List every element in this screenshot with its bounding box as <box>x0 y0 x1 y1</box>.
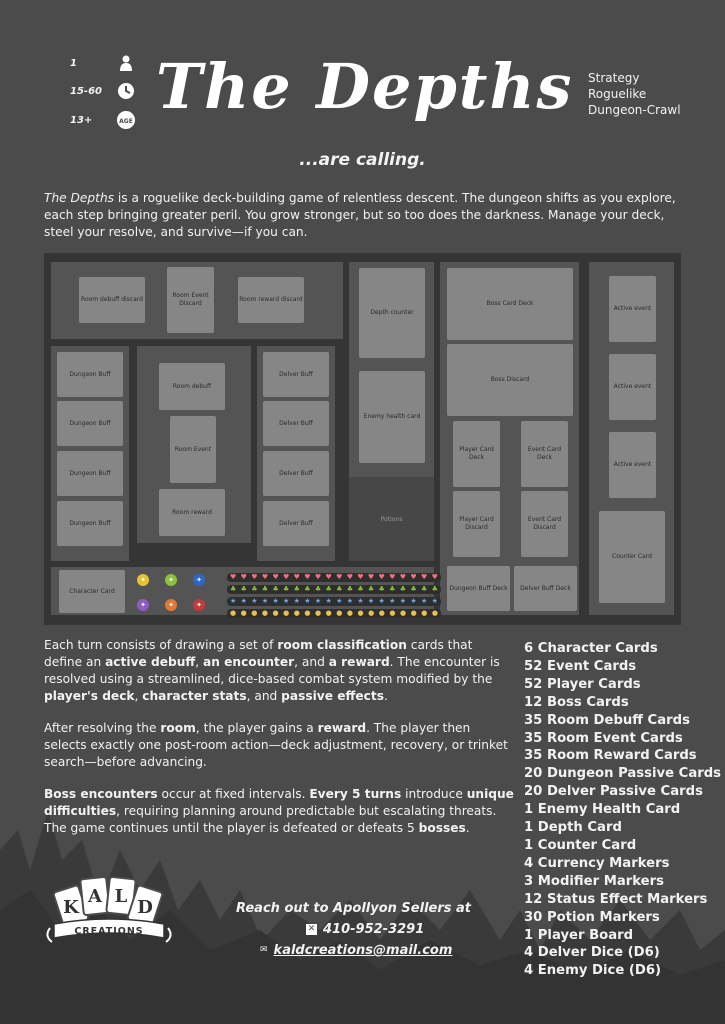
rules-text: . <box>383 689 388 703</box>
rules-text: . The player then selects exactly one post-room action—deck adjustment, recovery, or trinket search—before advancing. <box>44 721 508 769</box>
delver-buff-card: Delver Buff <box>263 352 329 397</box>
component-item: 1 Counter Card <box>524 837 637 853</box>
phone-number: 410-952-3291 <box>323 922 425 937</box>
track-marker: ● <box>357 609 364 617</box>
track-marker: ♥ <box>325 573 332 581</box>
dungeon-buff-deck: Dungeon Buff Deck <box>447 566 510 611</box>
rules-paragraph-1 <box>44 637 514 705</box>
logo-letter: L <box>114 886 128 907</box>
track-marker: ♥ <box>304 573 311 581</box>
track-marker: ♥ <box>420 573 428 581</box>
track-marker: ★ <box>431 597 438 605</box>
rules-text: After resolving the <box>44 721 161 735</box>
counter-card: Counter Card <box>599 511 665 603</box>
age-rating-value: 13+ <box>70 114 93 126</box>
genre-item: Dungeon-Crawl <box>588 103 681 117</box>
age-badge-icon <box>116 110 136 130</box>
component-item: 20 Delver Passive Cards <box>524 784 703 800</box>
track-marker: ★ <box>399 597 407 605</box>
track-marker: ♥ <box>314 573 322 581</box>
coin-track <box>227 609 441 618</box>
potions-area: Potions <box>349 477 434 561</box>
rules-emphasis: Boss encounters <box>44 787 158 801</box>
email-row <box>236 940 471 961</box>
rules-emphasis: an encounter <box>203 655 295 669</box>
track-marker: ★ <box>230 597 237 605</box>
track-marker: ★ <box>346 597 353 605</box>
boss-discard-card: Boss Discard <box>447 344 573 416</box>
rules-emphasis: Every 5 turns <box>309 787 402 801</box>
track-marker: ♣ <box>336 585 343 593</box>
track-marker: ★ <box>336 597 343 605</box>
svg-text:AGE: AGE <box>119 118 133 125</box>
track-marker: ♥ <box>336 573 343 581</box>
component-item: 6 Character Cards <box>524 641 658 656</box>
track-marker: ● <box>378 609 385 617</box>
boss-card-deck: Boss Card Deck <box>447 268 573 340</box>
rules-emphasis: reward <box>317 721 367 735</box>
intro-text: is a roguelike deck-building game of relentless descent. The dungeon shifts as you explore, each step bringing greater peril. You grow stronger, but so too does the darkness. Manage your deck, steel your resolve, and survive—if you can. <box>44 191 676 239</box>
rules-emphasis: room <box>160 721 196 735</box>
track-marker: ★ <box>420 597 428 605</box>
track-marker: ● <box>304 609 311 617</box>
dungeon-buff-card: Dungeon Buff <box>57 451 123 496</box>
component-item: 35 Room Reward Cards <box>524 748 697 764</box>
rules-text: cards that define an <box>44 638 473 669</box>
track-marker: ♥ <box>230 573 237 581</box>
rules-paragraph-2 <box>44 720 514 771</box>
track-marker: ★ <box>389 597 396 605</box>
track-marker: ● <box>421 609 428 617</box>
active-event-card: Active event <box>609 276 656 342</box>
component-item: 1 Player Board <box>524 927 634 943</box>
event-card-discard: Event Card Discard <box>521 491 568 557</box>
track-marker: ♥ <box>367 573 375 581</box>
rules-text: . The encounter is resolved using a streamlined, dice-based combat system modified by the <box>44 655 500 686</box>
intro-paragraph <box>44 190 684 241</box>
track-marker: ★ <box>357 597 364 605</box>
track-marker: ♣ <box>346 585 353 593</box>
track-marker: ♣ <box>357 585 364 593</box>
email-address[interactable]: kaldcreations@mail.com <box>273 943 453 958</box>
star-track <box>227 597 441 606</box>
track-marker: ♣ <box>304 585 311 593</box>
stat-token-orange: ✦ <box>165 599 177 611</box>
track-marker: ♣ <box>410 585 417 593</box>
intro-title-em: The Depths <box>44 191 115 205</box>
component-item: 30 Potion Markers <box>524 909 660 925</box>
health-track <box>227 573 441 582</box>
track-marker: ♣ <box>399 585 407 593</box>
player-card-deck: Player Card Deck <box>453 421 500 487</box>
rules-emphasis: character stats <box>142 689 247 703</box>
rules-text: , and <box>246 689 282 703</box>
clock-icon <box>116 81 136 101</box>
dungeon-buff-card: Dungeon Buff <box>57 352 123 397</box>
track-marker: ♣ <box>314 585 322 593</box>
rules-paragraph-3 <box>44 786 514 837</box>
character-card: Character Card <box>59 570 125 613</box>
genre-item: Strategy <box>588 71 640 85</box>
genre-list <box>588 70 681 118</box>
track-marker: ♥ <box>283 573 290 581</box>
track-marker: ★ <box>283 597 290 605</box>
genre-item: Roguelike <box>588 87 647 101</box>
enemy-health-card: Enemy health card <box>359 371 425 463</box>
track-marker: ♥ <box>272 573 279 581</box>
player-board-layout <box>44 253 681 625</box>
rules-emphasis: unique difficulties <box>44 787 514 818</box>
component-item: 3 Modifier Markers <box>524 873 664 889</box>
room-event-card: Room Event <box>170 416 216 483</box>
rules-text: . <box>465 821 470 835</box>
track-marker: ● <box>272 609 279 617</box>
track-marker: ● <box>368 609 375 617</box>
track-marker: ★ <box>293 597 300 605</box>
player-count-value: 1 <box>70 57 77 69</box>
rules-emphasis: a reward <box>328 655 390 669</box>
track-marker: ♣ <box>389 585 396 593</box>
player-card-discard: Player Card Discard <box>453 491 500 557</box>
kald-creations-logo <box>44 870 174 958</box>
track-marker: ★ <box>272 597 279 605</box>
component-item: 12 Boss Cards <box>524 694 629 710</box>
track-marker: ♣ <box>293 585 300 593</box>
stat-token-yellow: ✦ <box>137 574 149 586</box>
track-marker: ★ <box>314 597 322 605</box>
rules-text: , and <box>294 655 329 669</box>
age-rating <box>70 110 136 130</box>
stat-token-green: ✦ <box>165 574 177 586</box>
play-time-value: 15-60 <box>70 85 102 97</box>
track-marker: ● <box>431 609 438 617</box>
track-marker: ♥ <box>431 573 438 581</box>
dungeon-buff-card: Dungeon Buff <box>57 401 123 446</box>
component-item: 52 Player Cards <box>524 676 641 692</box>
component-item: 4 Enemy Dice (D6) <box>524 963 662 979</box>
track-marker: ● <box>240 609 247 617</box>
track-marker: ♣ <box>261 585 269 593</box>
track-marker: ★ <box>378 597 385 605</box>
room-reward-card: Room reward <box>159 489 225 536</box>
component-item: 35 Room Debuff Cards <box>524 712 690 728</box>
rules-text: occur at fixed intervals. <box>157 787 310 801</box>
clover-track <box>227 585 441 594</box>
rules-emphasis: passive effects <box>281 689 384 703</box>
track-marker: ● <box>283 609 290 617</box>
track-marker: ♥ <box>357 573 364 581</box>
logo-letter: A <box>88 886 102 907</box>
component-item: 35 Room Event Cards <box>524 730 683 746</box>
track-marker: ● <box>230 609 237 617</box>
component-item: 52 Event Cards <box>524 658 637 674</box>
track-marker: ♣ <box>378 585 385 593</box>
track-marker: ● <box>410 609 417 617</box>
player-count <box>70 53 136 73</box>
rules-text: , <box>134 689 143 703</box>
track-marker: ★ <box>410 597 417 605</box>
component-item: 12 Status Effect Markers <box>524 891 708 907</box>
depth-counter-card: Depth counter <box>359 268 425 358</box>
dungeon-buff-card: Dungeon Buff <box>57 501 123 546</box>
track-marker: ♥ <box>346 573 353 581</box>
track-marker: ● <box>346 609 353 617</box>
logo-letter: D <box>137 897 153 918</box>
component-item: 20 Dungeon Passive Cards <box>524 766 722 782</box>
rules-text: Each turn consists of drawing a set of <box>44 638 278 652</box>
rules-text: introduce <box>401 787 467 801</box>
active-event-card: Active event <box>609 354 656 420</box>
track-marker: ● <box>315 609 322 617</box>
track-marker: ● <box>251 609 258 617</box>
track-marker: ♣ <box>240 585 247 593</box>
stat-token-purple: ✦ <box>137 599 149 611</box>
room-event-discard-card: Room Event Discard <box>167 267 214 333</box>
component-item: 1 Depth Card <box>524 820 622 836</box>
track-marker: ♥ <box>261 573 269 581</box>
event-card-deck: Event Card Deck <box>521 421 568 487</box>
components-list <box>524 640 721 980</box>
track-marker: ● <box>336 609 343 617</box>
delver-buff-card: Delver Buff <box>263 451 329 496</box>
delver-buff-deck: Delver Buff Deck <box>514 566 577 611</box>
component-item: 1 Enemy Health Card <box>524 802 681 818</box>
x-social-icon: ✕ <box>307 924 316 934</box>
contact-block <box>236 898 471 961</box>
rules-text: , <box>195 655 203 669</box>
rules-emphasis: room classification <box>277 638 407 652</box>
delver-buff-card: Delver Buff <box>263 501 329 546</box>
track-marker: ♣ <box>420 585 428 593</box>
person-icon <box>116 53 136 73</box>
component-item: 4 Currency Markers <box>524 855 670 871</box>
track-marker: ★ <box>251 597 258 605</box>
stat-token-red: ✦ <box>193 599 205 611</box>
track-marker: ♣ <box>367 585 375 593</box>
room-debuff-card: Room debuff <box>159 363 225 410</box>
play-time <box>70 81 136 101</box>
track-marker: ★ <box>261 597 269 605</box>
room-debuff-discard-card: Room debuff discard <box>79 277 145 323</box>
track-marker: ● <box>293 609 300 617</box>
rules-emphasis: bosses <box>418 821 466 835</box>
phone-row <box>236 919 471 940</box>
track-marker: ★ <box>367 597 375 605</box>
track-marker: ♥ <box>251 573 258 581</box>
room-reward-discard-card: Room reward discard <box>238 277 304 323</box>
track-marker: ♣ <box>325 585 332 593</box>
track-marker: ♥ <box>410 573 417 581</box>
game-title: The Depths <box>156 50 574 123</box>
email-icon: ✉ <box>260 945 268 955</box>
track-marker: ♥ <box>389 573 396 581</box>
track-marker: ♣ <box>283 585 290 593</box>
track-marker: ● <box>325 609 332 617</box>
track-marker: ● <box>261 609 268 617</box>
track-marker: ♣ <box>431 585 438 593</box>
logo-letter: K <box>63 897 79 918</box>
track-marker: ● <box>389 609 396 617</box>
rules-text: , requiring planning around predictable but escalating threats. The game continues until the player is defeated or defeats 5 <box>44 804 497 835</box>
track-marker: ♥ <box>240 573 247 581</box>
tagline: ...are calling. <box>299 150 426 170</box>
rules-emphasis: active debuff <box>105 655 196 669</box>
track-marker: ★ <box>304 597 311 605</box>
track-marker: ♣ <box>251 585 258 593</box>
contact-line: Reach out to Apollyon Sellers at <box>236 901 472 916</box>
track-marker: ♣ <box>272 585 279 593</box>
delver-buff-card: Delver Buff <box>263 401 329 446</box>
rules-emphasis: player's deck <box>44 689 135 703</box>
component-item: 4 Delver Dice (D6) <box>524 945 660 961</box>
logo-wordmark: CREATIONS <box>74 926 144 937</box>
track-marker: ♣ <box>230 585 237 593</box>
rules-text: , the player gains a <box>195 721 318 735</box>
track-marker: ♥ <box>293 573 300 581</box>
track-marker: ♥ <box>378 573 385 581</box>
track-marker: ♥ <box>399 573 407 581</box>
active-event-card: Active event <box>609 432 656 498</box>
track-marker: ★ <box>240 597 247 605</box>
stat-token-blue: ✦ <box>193 574 205 586</box>
track-marker: ★ <box>325 597 332 605</box>
track-marker: ● <box>400 609 407 617</box>
